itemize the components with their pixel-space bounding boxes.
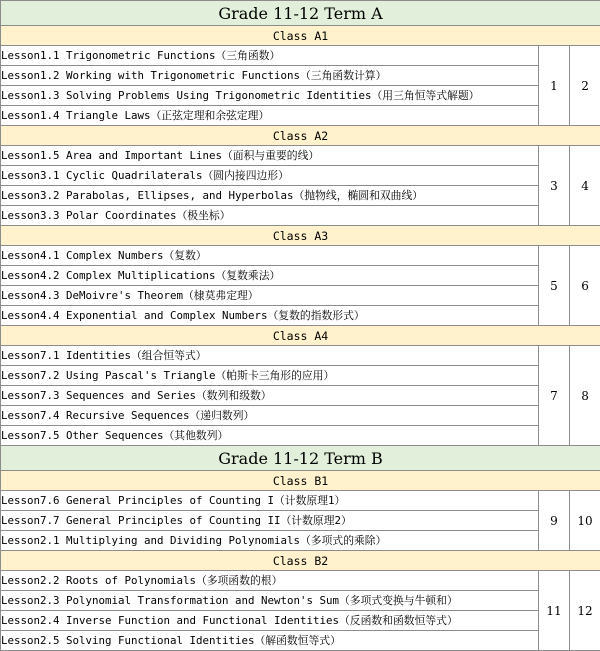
lesson-row (1, 406, 600, 426)
lesson-name: Lesson4.2 Complex Multiplications（复数乘法） (1, 266, 539, 286)
lesson-name: Lesson2.5 Solving Functional Identities（解函数恒等式） (1, 631, 539, 651)
lesson-name: Lesson2.4 Inverse Function and Functional Identities（反函数和函数恒等式） (1, 611, 539, 631)
class-header-row (1, 126, 600, 146)
lesson-name: Lesson2.2 Roots of Polynomials（多项函数的根） (1, 571, 539, 591)
lesson-name: Lesson4.3 DeMoivre's Theorem（棣莫弗定理） (1, 286, 539, 306)
class-number-first: 3 (539, 146, 570, 226)
class-number-second: 10 (570, 491, 600, 551)
class-number-second: 8 (570, 346, 600, 446)
lesson-name: Lesson4.4 Exponential and Complex Numbers（复数的指数形式） (1, 306, 539, 326)
class-number-second: 2 (570, 46, 600, 126)
class-title: Class A2 (1, 126, 600, 146)
class-number-second: 6 (570, 246, 600, 326)
class-number-first: 11 (539, 571, 570, 651)
class-title: Class B2 (1, 551, 600, 571)
term-title: Grade 11-12 Term A (1, 1, 600, 26)
lesson-row (1, 611, 600, 631)
lesson-row (1, 511, 600, 531)
lesson-name: Lesson7.6 General Principles of Counting I（计数原理1） (1, 491, 539, 511)
class-header-row (1, 551, 600, 571)
lesson-name: Lesson1.3 Solving Problems Using Trigonometric Identities（用三角恒等式解题） (1, 86, 539, 106)
lesson-row (1, 386, 600, 406)
class-header-row (1, 26, 600, 46)
class-number-first: 7 (539, 346, 570, 446)
lesson-name: Lesson7.7 General Principles of Counting II（计数原理2） (1, 511, 539, 531)
lesson-name: Lesson7.5 Other Sequences（其他数列） (1, 426, 539, 446)
term-header-row (1, 446, 600, 471)
class-header-row (1, 226, 600, 246)
lesson-row (1, 531, 600, 551)
lesson-row (1, 86, 600, 106)
class-title: Class A1 (1, 26, 600, 46)
lesson-name: Lesson1.4 Triangle Laws（正弦定理和余弦定理） (1, 106, 539, 126)
lesson-name: Lesson3.2 Parabolas, Ellipses, and Hyperbolas（抛物线，椭圆和双曲线） (1, 186, 539, 206)
term-title: Grade 11-12 Term B (1, 446, 600, 471)
class-header-row (1, 471, 600, 491)
lesson-row (1, 346, 600, 366)
lesson-row (1, 366, 600, 386)
class-header-row (1, 326, 600, 346)
lesson-row (1, 631, 600, 651)
lesson-row (1, 306, 600, 326)
class-number-first: 1 (539, 46, 570, 126)
lesson-name: Lesson3.1 Cyclic Quadrilaterals（圆内接四边形） (1, 166, 539, 186)
class-number-first: 5 (539, 246, 570, 326)
lesson-name: Lesson1.1 Trigonometric Functions（三角函数） (1, 46, 539, 66)
lesson-name: Lesson3.3 Polar Coordinates（极坐标） (1, 206, 539, 226)
lesson-row (1, 266, 600, 286)
class-title: Class A4 (1, 326, 600, 346)
lesson-row (1, 146, 600, 166)
lesson-name: Lesson7.4 Recursive Sequences（递归数列） (1, 406, 539, 426)
class-number-first: 9 (539, 491, 570, 551)
lesson-name: Lesson2.3 Polynomial Transformation and Newton's Sum（多项式变换与牛顿和） (1, 591, 539, 611)
lesson-name: Lesson7.3 Sequences and Series（数列和级数） (1, 386, 539, 406)
class-number-second: 4 (570, 146, 600, 226)
lesson-name: Lesson7.1 Identities（组合恒等式） (1, 346, 539, 366)
lesson-row (1, 286, 600, 306)
lesson-name: Lesson1.5 Area and Important Lines（面积与重要的线） (1, 146, 539, 166)
lesson-row (1, 66, 600, 86)
term-header-row (1, 1, 600, 26)
lesson-row (1, 166, 600, 186)
lesson-row (1, 591, 600, 611)
class-title: Class B1 (1, 471, 600, 491)
lesson-name: Lesson1.2 Working with Trigonometric Functions（三角函数计算） (1, 66, 539, 86)
lesson-name: Lesson4.1 Complex Numbers（复数） (1, 246, 539, 266)
lesson-row (1, 571, 600, 591)
lesson-row (1, 186, 600, 206)
class-number-second: 12 (570, 571, 600, 651)
lesson-name: Lesson2.1 Multiplying and Dividing Polynomials（多项式的乘除） (1, 531, 539, 551)
lesson-row (1, 106, 600, 126)
lesson-row (1, 246, 600, 266)
lesson-row (1, 46, 600, 66)
lesson-row (1, 491, 600, 511)
lesson-name: Lesson7.2 Using Pascal's Triangle（帕斯卡三角形的应用） (1, 366, 539, 386)
lesson-row (1, 426, 600, 446)
class-title: Class A3 (1, 226, 600, 246)
lesson-row (1, 206, 600, 226)
